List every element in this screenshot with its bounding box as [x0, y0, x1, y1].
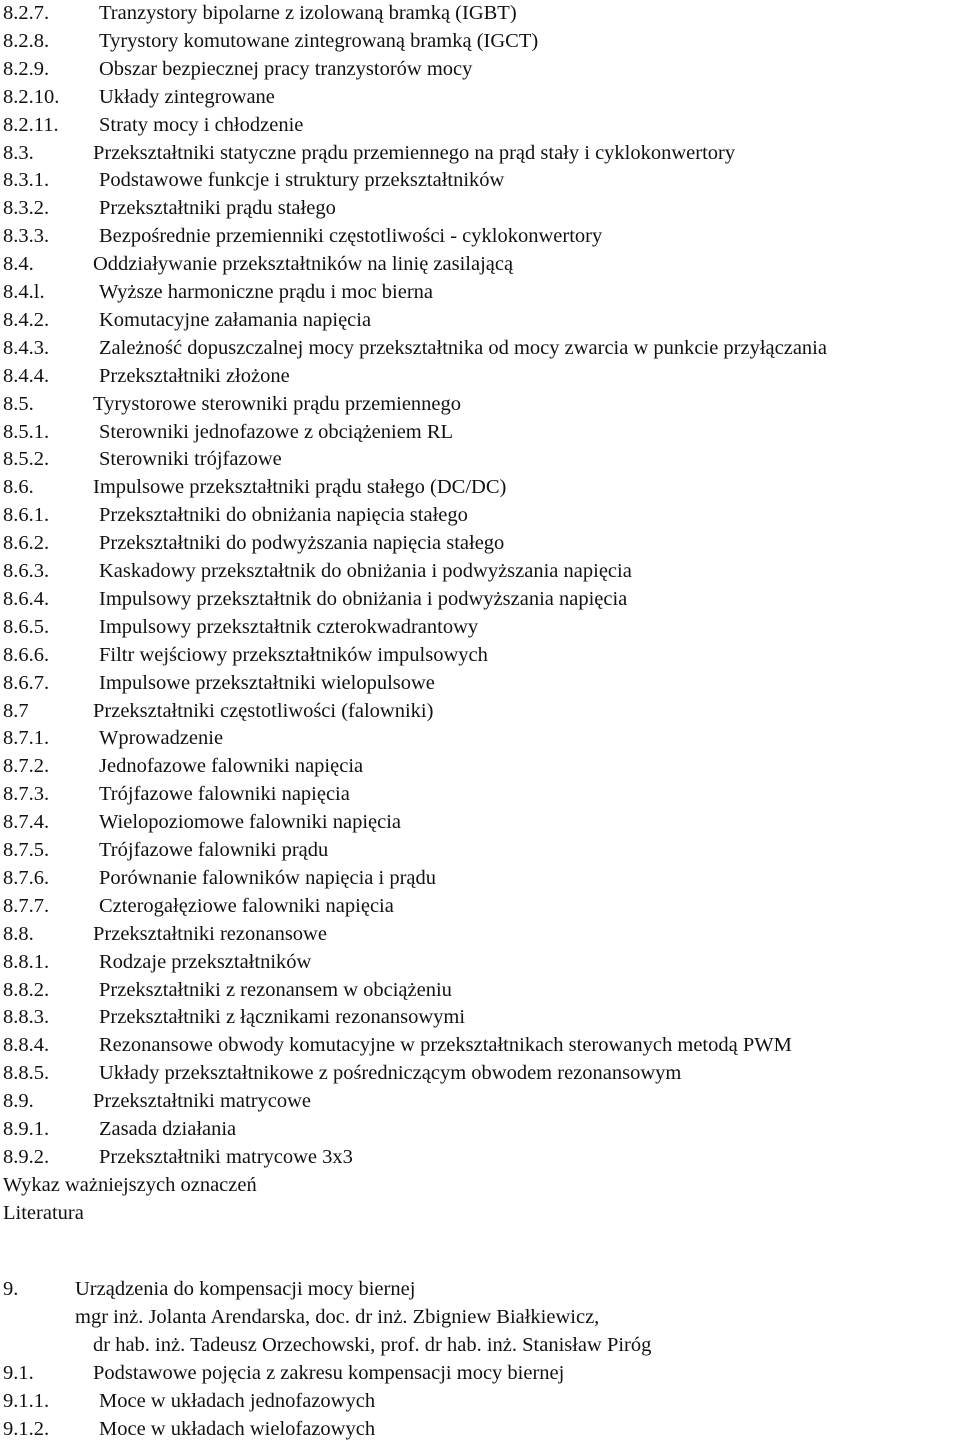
back-matter-title: Literatura	[3, 1201, 84, 1224]
section-title: Jednofazowe falowniki napięcia	[99, 755, 364, 778]
section-number: 8.6.6.	[3, 643, 50, 666]
section-title: Obszar bezpiecznej pracy tranzystorów mocy	[99, 57, 473, 80]
section-number: 8.2.10.	[3, 85, 60, 108]
section-title: Przekształtniki z łącznikami rezonansowymi	[99, 1006, 466, 1029]
section-number: 8.8.3.	[3, 1006, 50, 1029]
section-title: Moce w układach jednofazowych	[99, 1389, 376, 1412]
section-number: 8.8.2.	[3, 978, 50, 1001]
section-title: Przekształtniki prądu stałego	[99, 197, 336, 220]
section-title: Impulsowy przekształtnik czterokwadrantowy	[99, 615, 479, 638]
section-number: 8.7.6.	[3, 866, 50, 889]
section-title: Przekształtniki matrycowe	[93, 1090, 312, 1113]
section-title: Trójfazowe falowniki prądu	[99, 839, 329, 861]
section-number: 8.6.1.	[3, 504, 50, 527]
section-number: 8.3.1.	[3, 169, 50, 192]
section-number: 8.7.3.	[3, 783, 50, 806]
section-title: Przekształtniki matrycowe 3x3	[99, 1145, 353, 1168]
section-number: 8.7	[3, 699, 29, 722]
section-title: Układy zintegrowane	[99, 85, 275, 108]
section-number: 8.6.2.	[3, 532, 50, 555]
section-title: Tyrystorowe sterowniki prądu przemiennego	[93, 392, 462, 415]
section-title: Moce w układach wielofazowych	[99, 1417, 376, 1440]
section-title: Impulsowy przekształtnik do obniżania i podwyższania napięcia	[99, 587, 628, 610]
section-number: 8.2.7.	[3, 2, 50, 24]
section-title: Przekształtniki z rezonansem w obciążeniu	[99, 978, 452, 1001]
section-number: 8.5.1.	[3, 420, 50, 443]
section-number: 8.2.11.	[3, 113, 59, 136]
section-title: Podstawowe pojęcia z zakresu kompensacji mocy biernej	[93, 1361, 565, 1384]
section-number: 8.4.3.	[3, 336, 50, 359]
section-title: Sterowniki trójfazowe	[99, 448, 282, 471]
section-title: Układy przekształtnikowe z pośredniczącym obwodem rezonansowym	[99, 1062, 682, 1085]
section-number: 8.3.3.	[3, 225, 50, 248]
section-number: 8.3.	[3, 141, 34, 164]
section-number: 8.8.5.	[3, 1062, 50, 1085]
section-number: 9.1.	[3, 1361, 34, 1384]
section-title: Czterogałęziowe falowniki napięcia	[99, 894, 394, 917]
section-number: 8.7.2.	[3, 755, 50, 778]
section-number: 8.2.8.	[3, 29, 50, 52]
section-number: 8.4.2.	[3, 308, 50, 331]
section-number: 8.3.2.	[3, 197, 50, 220]
section-number: 8.6.4.	[3, 587, 50, 610]
section-title: Podstawowe funkcje i struktury przekształtników	[99, 169, 505, 192]
section-title: Tyrystory komutowane zintegrowaną bramką (IGCT)	[99, 29, 539, 52]
authors-text: dr hab. inż. Tadeusz Orzechowski, prof. dr hab. inż. Stanisław Piróg	[93, 1333, 652, 1356]
chapter-title: Urządzenia do kompensacji mocy biernej	[75, 1278, 416, 1300]
section-title: Oddziaływanie przekształtników na linię zasilającą	[93, 253, 514, 276]
section-number: 8.5.	[3, 392, 34, 415]
section-title: Trójfazowe falowniki napięcia	[99, 783, 350, 806]
section-number: 8.8.1.	[3, 950, 50, 973]
section-number: 9.1.2.	[3, 1417, 50, 1440]
section-number: 8.4.	[3, 253, 34, 276]
section-title: Sterowniki jednofazowe z obciążeniem RL	[99, 420, 454, 443]
section-title: Przekształtniki do podwyższania napięcia stałego	[99, 532, 505, 555]
section-number: 8.6.7.	[3, 671, 50, 694]
back-matter-title: Wykaz ważniejszych oznaczeń	[3, 1173, 257, 1196]
authors-text: mgr inż. Jolanta Arendarska, doc. dr inż. Zbigniew Białkiewicz,	[75, 1305, 600, 1328]
section-title: Przekształtniki rezonansowe	[93, 922, 327, 945]
section-title: Rodzaje przekształtników	[99, 950, 312, 973]
section-title: Zależność dopuszczalnej mocy przekształtnika od mocy zwarcia w punkcie przyłączania	[99, 336, 827, 359]
section-number: 8.4.4.	[3, 364, 50, 387]
section-title: Kaskadowy przekształtnik do obniżania i podwyższania napięcia	[99, 560, 632, 582]
section-number: 8.7.4.	[3, 811, 50, 834]
section-title: Komutacyjne załamania napięcia	[99, 308, 372, 331]
section-number: 9.1.1.	[3, 1389, 50, 1412]
section-number: 8.9.1.	[3, 1118, 50, 1140]
chapter-number: 9.	[3, 1278, 19, 1300]
section-title: Rezonansowe obwody komutacyjne w przekształtnikach sterowanych metodą PWM	[99, 1034, 792, 1057]
section-number: 8.6.5.	[3, 615, 50, 638]
section-title: Porównanie falowników napięcia i prądu	[99, 866, 437, 889]
section-number: 8.8.4.	[3, 1034, 50, 1057]
section-title: Straty mocy i chłodzenie	[99, 113, 304, 136]
section-number: 8.9.	[3, 1090, 34, 1113]
section-title: Wprowadzenie	[99, 727, 224, 750]
section-number: 8.7.1.	[3, 727, 50, 750]
section-title: Wyższe harmoniczne prądu i moc bierna	[99, 281, 434, 303]
section-title: Filtr wejściowy przekształtników impulsowych	[99, 643, 488, 666]
section-title: Przekształtniki do obniżania napięcia stałego	[99, 504, 468, 527]
section-title: Zasada działania	[99, 1118, 237, 1140]
section-number: 8.7.5.	[3, 839, 50, 861]
section-title: Tranzystory bipolarne z izolowaną bramką (IGBT)	[99, 2, 517, 24]
section-number: 8.5.2.	[3, 448, 50, 471]
section-number: 8.8.	[3, 922, 34, 945]
section-number: 8.6.3.	[3, 560, 50, 582]
section-title: Impulsowe przekształtniki prądu stałego (DC/DC)	[93, 476, 507, 499]
section-title: Przekształtniki złożone	[99, 364, 290, 387]
section-number: 8.7.7.	[3, 894, 50, 917]
section-title: Impulsowe przekształtniki wielopulsowe	[99, 671, 435, 694]
section-number: 8.9.2.	[3, 1145, 50, 1168]
section-title: Bezpośrednie przemienniki częstotliwości - cyklokonwertory	[99, 225, 603, 248]
section-title: Wielopoziomowe falowniki napięcia	[99, 811, 402, 834]
section-title: Przekształtniki częstotliwości (falowniki)	[93, 699, 434, 722]
section-title: Przekształtniki statyczne prądu przemiennego na prąd stały i cyklokonwertory	[93, 141, 736, 164]
section-number: 8.4.l.	[3, 281, 45, 303]
section-number: 8.2.9.	[3, 57, 50, 80]
section-number: 8.6.	[3, 476, 34, 499]
